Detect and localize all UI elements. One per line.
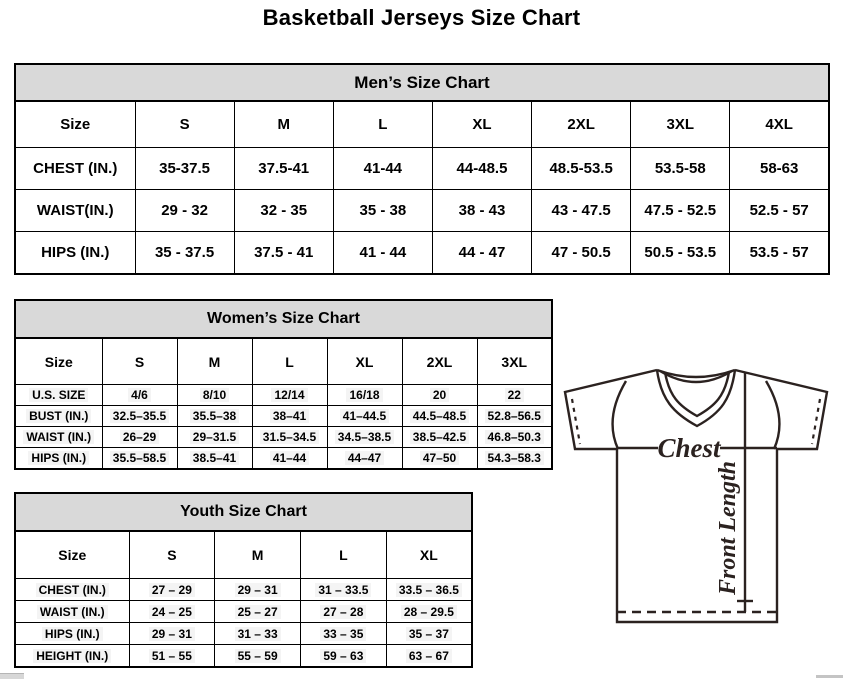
cell: 35.5–38 — [177, 406, 252, 427]
cell: 52.8–56.5 — [477, 406, 552, 427]
cell: 16/18 — [327, 385, 402, 406]
cell: 35.5–58.5 — [102, 448, 177, 470]
cell: 28 – 29.5 — [386, 601, 472, 623]
page-title: Basketball Jerseys Size Chart — [262, 5, 581, 30]
cell: 35 - 38 — [333, 190, 432, 232]
cell: 38.5–41 — [177, 448, 252, 470]
cell: 32 - 35 — [234, 190, 333, 232]
row-label: HIPS (IN.) — [15, 448, 102, 470]
table-row — [15, 448, 552, 470]
row-label: HEIGHT (IN.) — [15, 645, 129, 668]
cell: 31 – 33.5 — [301, 579, 387, 601]
col-header: 2XL — [402, 338, 477, 385]
table-row — [15, 645, 472, 668]
cell: 35 - 37.5 — [135, 232, 234, 275]
size-header: Size — [15, 338, 102, 385]
cell: 38.5–42.5 — [402, 427, 477, 448]
cell: 24 – 25 — [129, 601, 215, 623]
table-row — [15, 64, 829, 101]
right-armhole-seam — [766, 381, 779, 449]
cell: 38 - 43 — [432, 190, 531, 232]
left-armhole-seam — [613, 381, 626, 449]
table-row — [15, 148, 829, 190]
row-label: HIPS (IN.) — [15, 623, 129, 645]
cell: 37.5 - 41 — [234, 232, 333, 275]
cell: 26–29 — [102, 427, 177, 448]
table-row — [15, 300, 552, 338]
col-header: 4XL — [730, 101, 829, 148]
cell: 29 – 31 — [129, 623, 215, 645]
table-row — [15, 406, 552, 427]
cell: 58-63 — [730, 148, 829, 190]
cell: 44.5–48.5 — [402, 406, 477, 427]
cell: 38–41 — [252, 406, 327, 427]
cell: 27 – 28 — [301, 601, 387, 623]
col-header: M — [177, 338, 252, 385]
row-label: WAIST (IN.) — [15, 427, 102, 448]
mens-table-title: Men’s Size Chart — [15, 64, 829, 101]
cell: 34.5–38.5 — [327, 427, 402, 448]
cell: 8/10 — [177, 385, 252, 406]
jersey-measurement-diagram — [556, 356, 843, 628]
col-header: L — [301, 531, 387, 579]
mens-size-chart-table — [14, 63, 830, 275]
cell: 35 – 37 — [386, 623, 472, 645]
cell: 31 – 33 — [215, 623, 301, 645]
cropped-handle-fragment-left — [0, 673, 24, 679]
cell: 35-37.5 — [135, 148, 234, 190]
cell: 53.5 - 57 — [730, 232, 829, 275]
cell: 25 – 27 — [215, 601, 301, 623]
row-label: U.S. SIZE — [15, 385, 102, 406]
cell: 44–47 — [327, 448, 402, 470]
cell: 53.5-58 — [631, 148, 730, 190]
cell: 47–50 — [402, 448, 477, 470]
row-label: BUST (IN.) — [15, 406, 102, 427]
col-header: S — [129, 531, 215, 579]
col-header: 2XL — [532, 101, 631, 148]
cell: 4/6 — [102, 385, 177, 406]
cell: 29–31.5 — [177, 427, 252, 448]
cell: 37.5-41 — [234, 148, 333, 190]
col-header: XL — [432, 101, 531, 148]
cell: 63 – 67 — [386, 645, 472, 668]
table-row — [15, 232, 829, 275]
table-row — [15, 601, 472, 623]
cell: 31.5–34.5 — [252, 427, 327, 448]
col-header: L — [333, 101, 432, 148]
jersey-outline-icon — [565, 370, 827, 622]
col-header: L — [252, 338, 327, 385]
col-header: S — [102, 338, 177, 385]
cell: 22 — [477, 385, 552, 406]
row-label: CHEST (IN.) — [15, 579, 129, 601]
table-row — [15, 493, 472, 531]
cell: 54.3–58.3 — [477, 448, 552, 470]
row-label: WAIST(IN.) — [15, 190, 135, 232]
table-row — [15, 579, 472, 601]
collar-outer-v — [657, 370, 735, 426]
cell: 41–44 — [252, 448, 327, 470]
row-label: HIPS (IN.) — [15, 232, 135, 275]
table-row — [15, 531, 472, 579]
cell: 41-44 — [333, 148, 432, 190]
front-length-label: Front Length — [715, 460, 741, 596]
col-header: M — [215, 531, 301, 579]
cell: 51 – 55 — [129, 645, 215, 668]
cell: 33.5 – 36.5 — [386, 579, 472, 601]
row-label: CHEST (IN.) — [15, 148, 135, 190]
cell: 48.5-53.5 — [532, 148, 631, 190]
col-header: S — [135, 101, 234, 148]
cropped-handle-fragment-right — [816, 675, 843, 678]
cell: 12/14 — [252, 385, 327, 406]
cell: 20 — [402, 385, 477, 406]
table-row — [15, 623, 472, 645]
size-header: Size — [15, 101, 135, 148]
cell: 43 - 47.5 — [532, 190, 631, 232]
cell: 50.5 - 53.5 — [631, 232, 730, 275]
col-header: XL — [327, 338, 402, 385]
cell: 52.5 - 57 — [730, 190, 829, 232]
chest-label: Chest — [657, 433, 721, 463]
cell: 29 – 31 — [215, 579, 301, 601]
col-header: XL — [386, 531, 472, 579]
womens-size-chart-table — [14, 299, 553, 470]
col-header: M — [234, 101, 333, 148]
cell: 41 - 44 — [333, 232, 432, 275]
col-header: 3XL — [477, 338, 552, 385]
table-row — [15, 385, 552, 406]
cell: 32.5–35.5 — [102, 406, 177, 427]
cell: 55 – 59 — [215, 645, 301, 668]
table-row — [15, 427, 552, 448]
size-header: Size — [15, 531, 129, 579]
col-header: 3XL — [631, 101, 730, 148]
table-row — [15, 338, 552, 385]
cell: 27 – 29 — [129, 579, 215, 601]
row-label: WAIST (IN.) — [15, 601, 129, 623]
cell: 47 - 50.5 — [532, 232, 631, 275]
cell: 59 – 63 — [301, 645, 387, 668]
cell: 47.5 - 52.5 — [631, 190, 730, 232]
womens-table-title: Women’s Size Chart — [15, 300, 552, 338]
cell: 41–44.5 — [327, 406, 402, 427]
youth-size-chart-table — [14, 492, 473, 668]
cell: 33 – 35 — [301, 623, 387, 645]
cell: 44 - 47 — [432, 232, 531, 275]
table-row — [15, 190, 829, 232]
cell: 29 - 32 — [135, 190, 234, 232]
cell: 44-48.5 — [432, 148, 531, 190]
youth-table-title: Youth Size Chart — [15, 493, 472, 531]
cell: 46.8–50.3 — [477, 427, 552, 448]
table-row — [15, 101, 829, 148]
